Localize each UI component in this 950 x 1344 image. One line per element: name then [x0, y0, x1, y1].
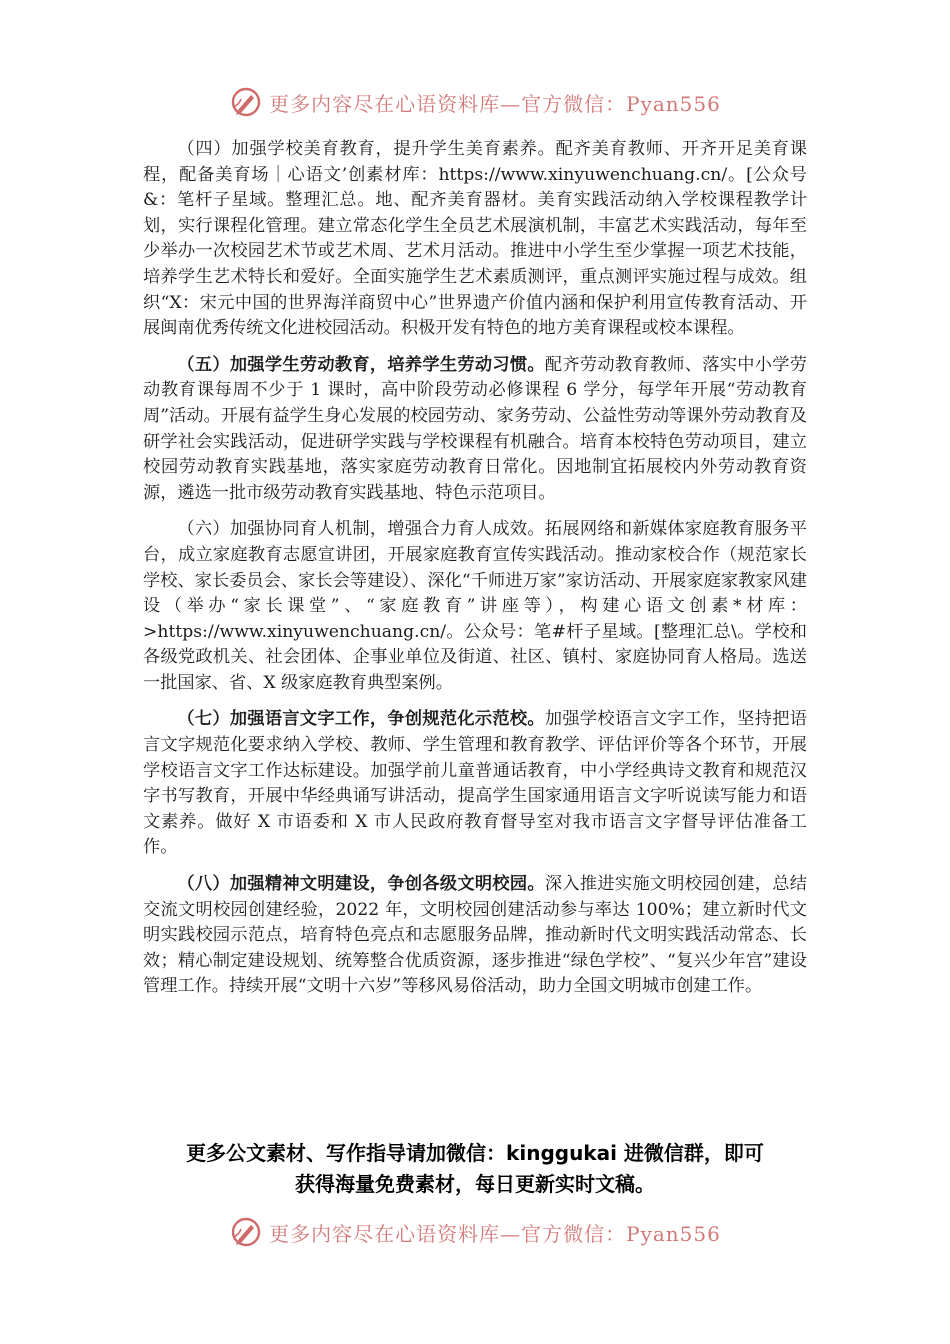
- watermark-header: [0, 82, 950, 122]
- promo-notice: [130, 1138, 820, 1200]
- watermark-text: 更多内容尽在心语资料库—官方微信：Pyan556: [269, 1221, 721, 1246]
- paragraph-4: （四）加强学校美育教育，提升学生美育素养。配齐美育教师、开齐开足美育课程，配备美育场｜心语文’创素材库：https://www.xinyuwenchuang.cn/。[公众号&：笔杆子星域。整理汇总。地、配齐美育器材。美育实践活动纳入学校课程教学计划，实行课程化管理。建立常态化学生全员艺术展演机制，丰富艺术实践活动，每年至少举办一次校园艺术节或艺术周、艺术月活动。推进中小学生至少掌握一项艺术技能，培养学生艺术特长和爱好。全面实施学生艺术素质测评，重点测评实施过程与成效。组织“X：宋元中国的世界海洋商贸中心”世界遗产价值内涵和保护利用宣传教育活动、开展闽南优秀传统文化进校园活动。积极开发有特色的地方美育课程或校本课程。: [143, 139, 807, 339]
- document-body: [143, 137, 807, 1011]
- watermark-text: 更多内容尽在心语资料库—官方微信：Pyan556: [269, 91, 721, 116]
- paragraph-heading: （五）加强学生劳动教育，培养学生劳动习惯。: [177, 354, 545, 375]
- paragraph-5: （五）加强学生劳动教育，培养学生劳动习惯。配齐劳动教育教师、落实中小学劳动教育课每周不少于 1 课时，高中阶段劳动必修课程 6 学分，每学年开展“劳动教育周”活动。开展有益学生身心发展的校园劳动、家务劳动、公益性劳动等课外劳动教育及研学社会实践活动，促进研学实践与学校课程有机融合。培育本校特色劳动项目，建立校园劳动教育实践基地，落实家庭劳动教育日常化。因地制宜拓展校内外劳动教育资源，遴选一批市级劳动教育实践基地、特色示范项目。: [143, 354, 807, 503]
- paragraph-8: （八）加强精神文明建设，争创各级文明校园。深入推进实施文明校园创建，总结交流文明校园创建经验，2022 年，文明校园创建活动参与率达 100%；建立新时代文明实践校园示范点，培育特色亮点和志愿服务品牌，推动新时代文明实践活动常态、长效；精心制定建设规划、统筹整合优质资源，逐步推进“绿色学校”、“复兴少年宫”建设管理工作。持续开展“文明十六岁”等移风易俗活动，助力全国文明城市创建工作。: [143, 874, 807, 997]
- paragraph-7: （七）加强语言文字工作，争创规范化示范校。加强学校语言文字工作，坚持把语言文字规范化要求纳入学校、教师、学生管理和教育教学、评估评价等各个环节，开展学校语言文字工作达标建设。加强学前儿童普通话教育，中小学经典诗文教育和规范汉字书写教育，开展中华经典诵写讲活动，提高学生国家通用语言文字听说读写能力和语文素养。做好 X 市语委和 X 市人民政府教育督导室对我市语言文字督导评估准备工作。: [143, 709, 807, 858]
- promo-line-2: 获得海量免费素材，每日更新实时文稿。: [295, 1172, 655, 1196]
- promo-line-1: 更多公文素材、写作指导请加微信：kinggukai 进微信群，即可: [186, 1141, 764, 1165]
- pen-logo-icon: [229, 85, 263, 119]
- paragraph-heading: （八）加强精神文明建设，争创各级文明校园。: [177, 874, 545, 895]
- watermark-footer: [0, 1212, 950, 1252]
- pen-logo-icon: [229, 1215, 263, 1249]
- paragraph-heading: （七）加强语言文字工作，争创规范化示范校。: [177, 709, 545, 730]
- paragraph-6: （六）加强协同育人机制，增强合力育人成效。拓展网络和新媒体家庭教育服务平台，成立家庭教育志愿宣讲团，开展家庭教育宣传实践活动。推动家校合作（规范家长学校、家长委员会、家长会等建设）、深化“千师进万家”家访活动、开展家庭家教家风建设（举办“家长课堂”、“家庭教育”讲座等），构建心语文创素*材库：>https://www.xinyuwenchuang.cn/。公众号：笔#杆子星域。[整理汇总\。学校和各级党政机关、社会团体、企事业单位及街道、社区、镇村、家庭协同育人格局。选送一批国家、省、X 级家庭教育典型案例。: [143, 519, 807, 693]
